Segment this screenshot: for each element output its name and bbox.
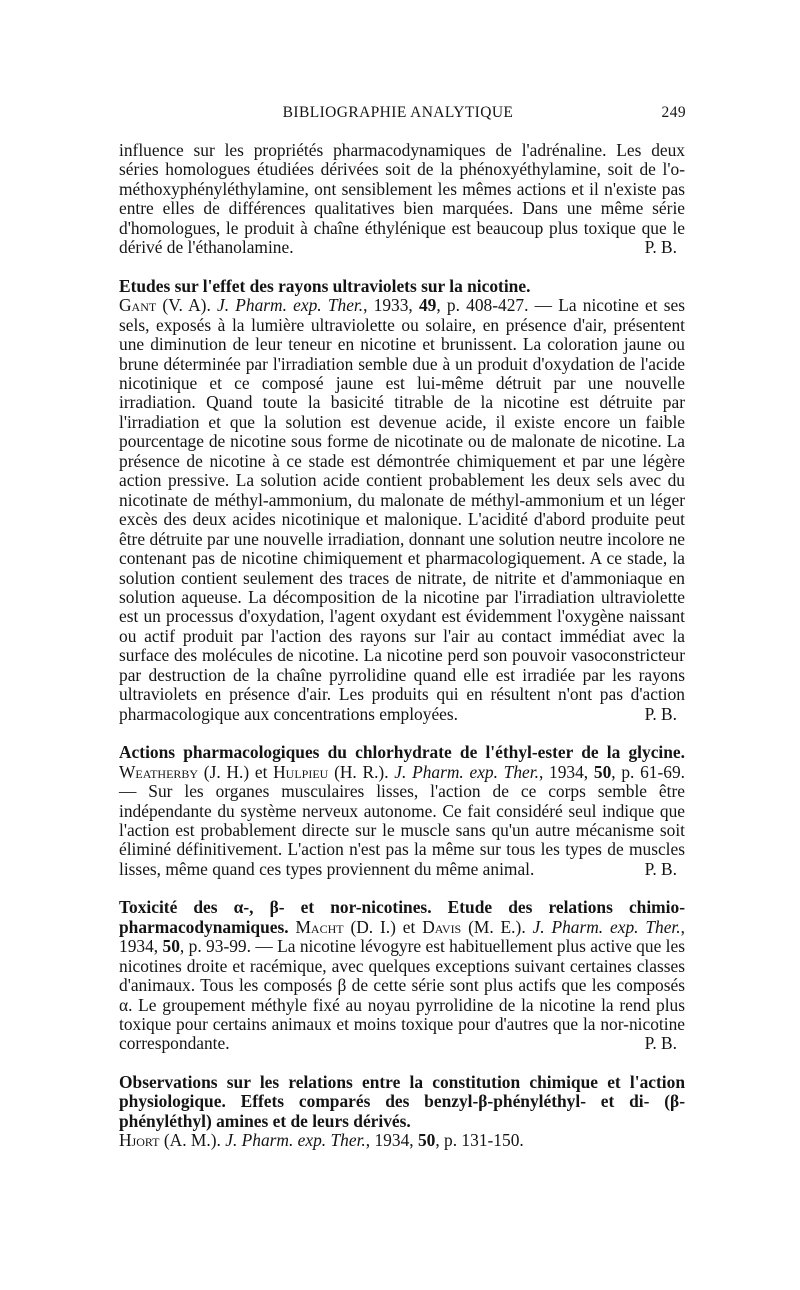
entry-body [119,296,685,724]
bibliography-entry [119,898,685,1054]
journal-name: J. Pharm. exp. Ther. [225,1130,366,1151]
author-name: Macht [295,916,344,937]
author-initials: (V. A). [156,295,218,316]
continuation-text: influence sur les propriétés pharmacodynamiques de l'adrénaline. Les deux séries homologues étudiées dérivées soit de la phénoxyéthylamine, soit de l'o-méthoxyphényléthylamine, ont sensiblement les mêmes actions et il n'existe pas entre elles de différences qualitatives bien marquées. Dans une même série d'homologues, le produit à chaîne éthylénique est beaucoup plus toxique que le dérivé de l'éthanolamine. [119,140,685,258]
volume: 50 [162,936,180,957]
journal-name: J. Pharm. exp. Ther. [532,916,681,937]
entry-title: Actions pharmacologiques du chlorhydrate de l'éthyl-ester de la glycine. [119,742,685,763]
page-number: 249 [661,104,686,121]
volume: 50 [593,761,612,782]
continuation-paragraph [119,141,685,258]
pages: , p. 61-69. [611,761,686,782]
author-initials: (J. H.) et [198,761,274,782]
bibliography-entry [119,743,685,879]
page-body [119,141,685,1151]
signature: P. B. [644,237,677,258]
pages: , p. 408-427. [436,295,529,316]
year: , 1934, [538,761,594,782]
entry-body [119,898,685,1054]
journal-name: J. Pharm. exp. Ther. [394,761,539,782]
volume: 49 [418,295,437,316]
entry-body [119,1131,685,1150]
abstract-text: — La nicotine et ses sels, exposés à la lumière ultraviolette ou solaire, en présence d'air, présentent une diminution de leur teneur en nicotine et brunissent. La coloration jaune ou brune déterminée par l'irradiation semble due à un produit d'oxydation de l'acide nicotinique et ce composé jaune est lui-même détruit par une nouvelle irradiation. Quand toute la basicité titrable de la nicotine est détruite par l'irradiation et que la solution est devenue acide, il existe encore un faible pourcentage de nicotine sous forme de nicotinate ou de malonate de nicotine. La présence de nicotine à ce stade est démontrée chimiquement et par une légère action pressive. La solution acide contient probablement les deux sels avec du nicotinate de méthyl-ammonium, du malonate de méthyl-ammonium et un léger excès des deux acides nicotinique et malonique. L'acidité d'abord produite peut être détruite par une nouvelle irradiation, donnant une solution neutre incolore ne contenant pas de nicotine chimiquement et pharmacologiquement. A ce stade, la solution contient seulement des traces de nitrate, de nitrite et d'ammoniaque en solution aqueuse. La décomposition de la nicotine par l'irradiation ultraviolette est un processus d'oxydation, l'agent oxydant est évidemment l'oxygène naissant ou actif produit par l'action des rayons sur l'air au contact immédiat avec la surface des molécules de nicotine. La nicotine perd son pouvoir vasoconstricteur par destruction de la chaîne pyrrolidine quand elle est irradiée par les rayons ultraviolets en présence d'air. Les produits qui en résultent n'ont pas d'action pharmacologique aux concentrations employées. [119,295,685,724]
author-name: Hulpieu [273,761,329,782]
author-initials: (A. M.). [159,1130,226,1151]
entry-title: Toxicité des α-, β- et nor-nicotines. Etude des relations chimio-pharmacodynamiques. [119,897,685,937]
volume: 50 [417,1130,436,1151]
year: , 1933, [363,295,419,316]
bibliography-entry [119,277,685,724]
bibliography-entry [119,1073,685,1151]
signature: P. B. [644,1033,677,1054]
author-name: Gant [119,295,157,316]
year: , 1934, [119,916,685,957]
entry-title: Observations sur les relations entre la constitution chimique et l'action physiologique. Effets comparés des benzyl-β-phényléthyl- et di- (β-phényléthyl) amines et de leurs dérivés. [119,1071,685,1131]
author-name: Davis [422,916,462,937]
author-initials: (M. E.). [461,916,533,937]
entry-body [119,743,685,879]
year: , 1934, [365,1130,418,1151]
author-name: Hjort [119,1130,160,1151]
journal-name: J. Pharm. exp. Ther. [217,295,364,316]
signature: P. B. [644,703,677,724]
running-title: BIBLIOGRAPHIE ANALYTIQUE [282,104,514,121]
signature: P. B. [644,858,677,879]
abstract-text: — Sur les organes musculaires lisses, l'action de ce corps semble être indépendante du système nerveux autonome. Ce fait considéré seul indique que l'action est probablement directe sur le muscle sans qu'un autre mécanisme soit éliminé définitivement. L'action n'est pas la même sur tous les types de muscles lisses, même quand ces types proviennent du même animal. [119,781,685,879]
author-name: Weatherby [119,761,199,782]
author-initials: (D. I.) et [343,916,423,937]
author-initials: (H. R.). [328,761,395,782]
abstract-text: — La nicotine lévogyre est habituellement plus active que les nicotines droite et racémique, avec quelques exceptions suivant certaines classes d'animaux. Tous les composés β de cette série sont plus actifs que les composés α. Le groupement méthyle fixé au noyau pyrrolidine de la nicotine la rend plus toxique pour certains animaux et moins toxique pour d'autres que la nor-nicotine correspondante. [119,936,685,1054]
pages: , p. 93-99. [179,936,251,957]
pages: , p. 131-150. [435,1130,524,1151]
entry-title: Etudes sur l'effet des rayons ultraviolets sur la nicotine. [119,275,531,296]
